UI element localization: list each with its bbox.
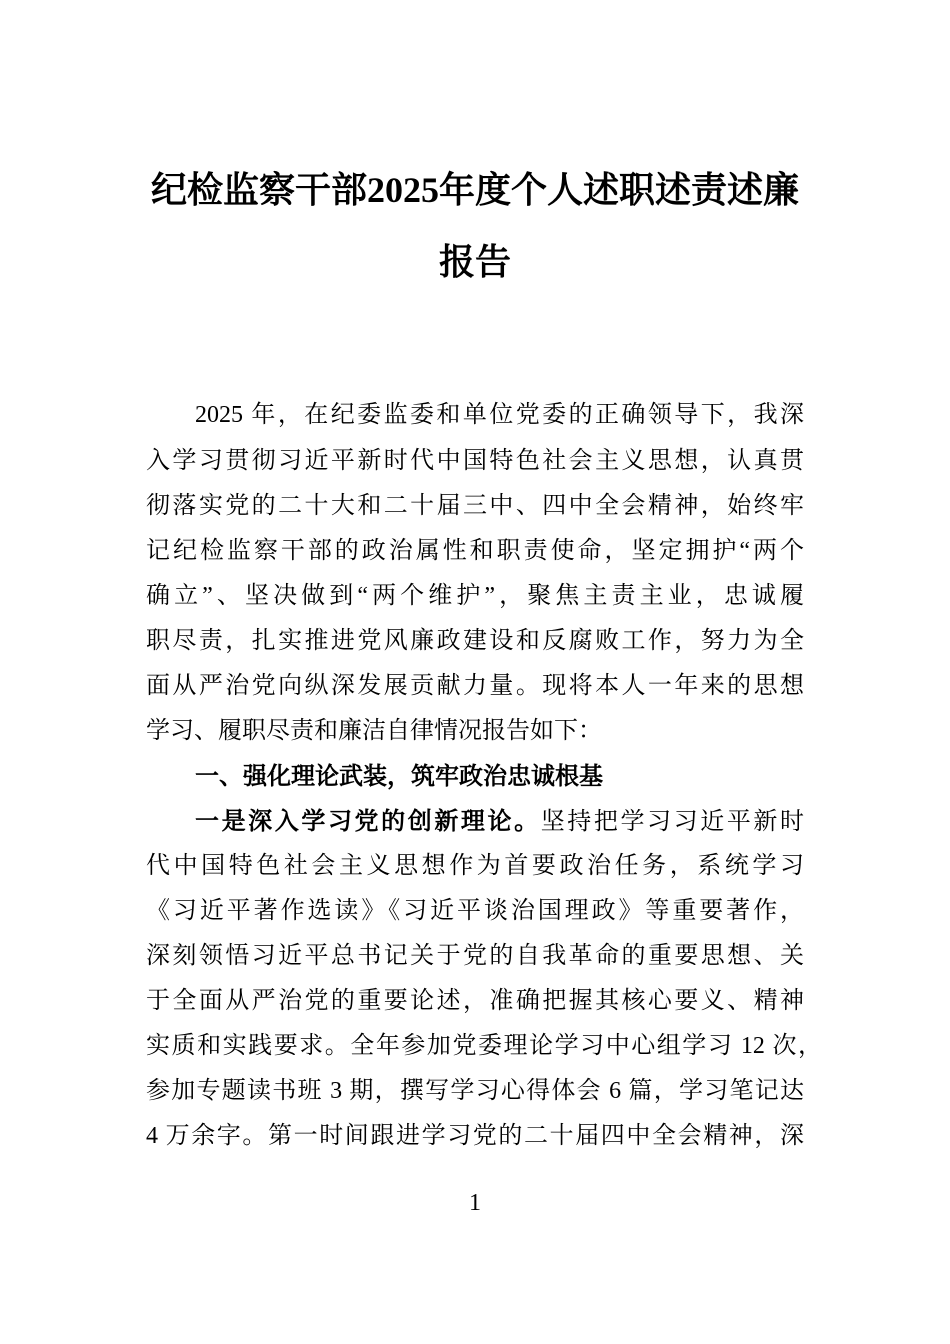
section-heading: 一、强化理论武装，筑牢政治忠诚根基 — [195, 762, 603, 790]
paragraph-line: 《习近平著作选读》《习近平谈治国理政》等重要著作， — [146, 898, 804, 924]
paragraph-line: 深刻领悟习近平总书记关于党的自我革命的重要思想、关 — [146, 943, 804, 969]
page-number: 1 — [469, 1190, 481, 1216]
intro-line: 2025 年，在纪委监委和单位党委的正确领导下，我深 — [195, 402, 804, 428]
document-title-line-1: 纪检监察干部2025年度个人述职述责述廉 — [150, 170, 799, 210]
intro-line: 职尽责，扎实推进党风廉政建设和反腐败工作，努力为全 — [146, 628, 804, 654]
intro-line: 确立”、坚决做到“两个维护”，聚焦主责主业，忠诚履 — [146, 583, 804, 609]
paragraph-line: 参加专题读书班 3 期，撰写学习心得体会 6 篇，学习笔记达 — [146, 1078, 804, 1104]
intro-line: 记纪检监察干部的政治属性和职责使命，坚定拥护“两个 — [146, 538, 804, 564]
paragraph-line: 实质和实践要求。全年参加党委理论学习中心组学习 12 次， — [146, 1033, 822, 1059]
intro-line: 彻落实党的二十大和二十届三中、四中全会精神，始终牢 — [146, 493, 804, 519]
intro-line: 入学习贯彻习近平新时代中国特色社会主义思想，认真贯 — [146, 448, 804, 474]
paragraph-line: 4 万余字。第一时间跟进学习党的二十届四中全会精神，深 — [146, 1123, 804, 1149]
paragraph-lead-bold: 一是深入学习党的创新理论。 — [195, 807, 541, 835]
intro-line: 面从严治党向纵深发展贡献力量。现将本人一年来的思想 — [146, 673, 804, 699]
paragraph-line: 代中国特色社会主义思想作为首要政治任务，系统学习 — [146, 853, 804, 879]
document-title-line-2: 报告 — [438, 242, 511, 282]
paragraph-first-line — [195, 806, 804, 836]
paragraph-text: 坚持把学习习近平新时 — [540, 809, 805, 835]
paragraph-line: 于全面从严治党的重要论述，准确把握其核心要义、精神 — [146, 988, 804, 1014]
intro-line: 学习、履职尽责和廉洁自律情况报告如下： — [146, 718, 602, 744]
